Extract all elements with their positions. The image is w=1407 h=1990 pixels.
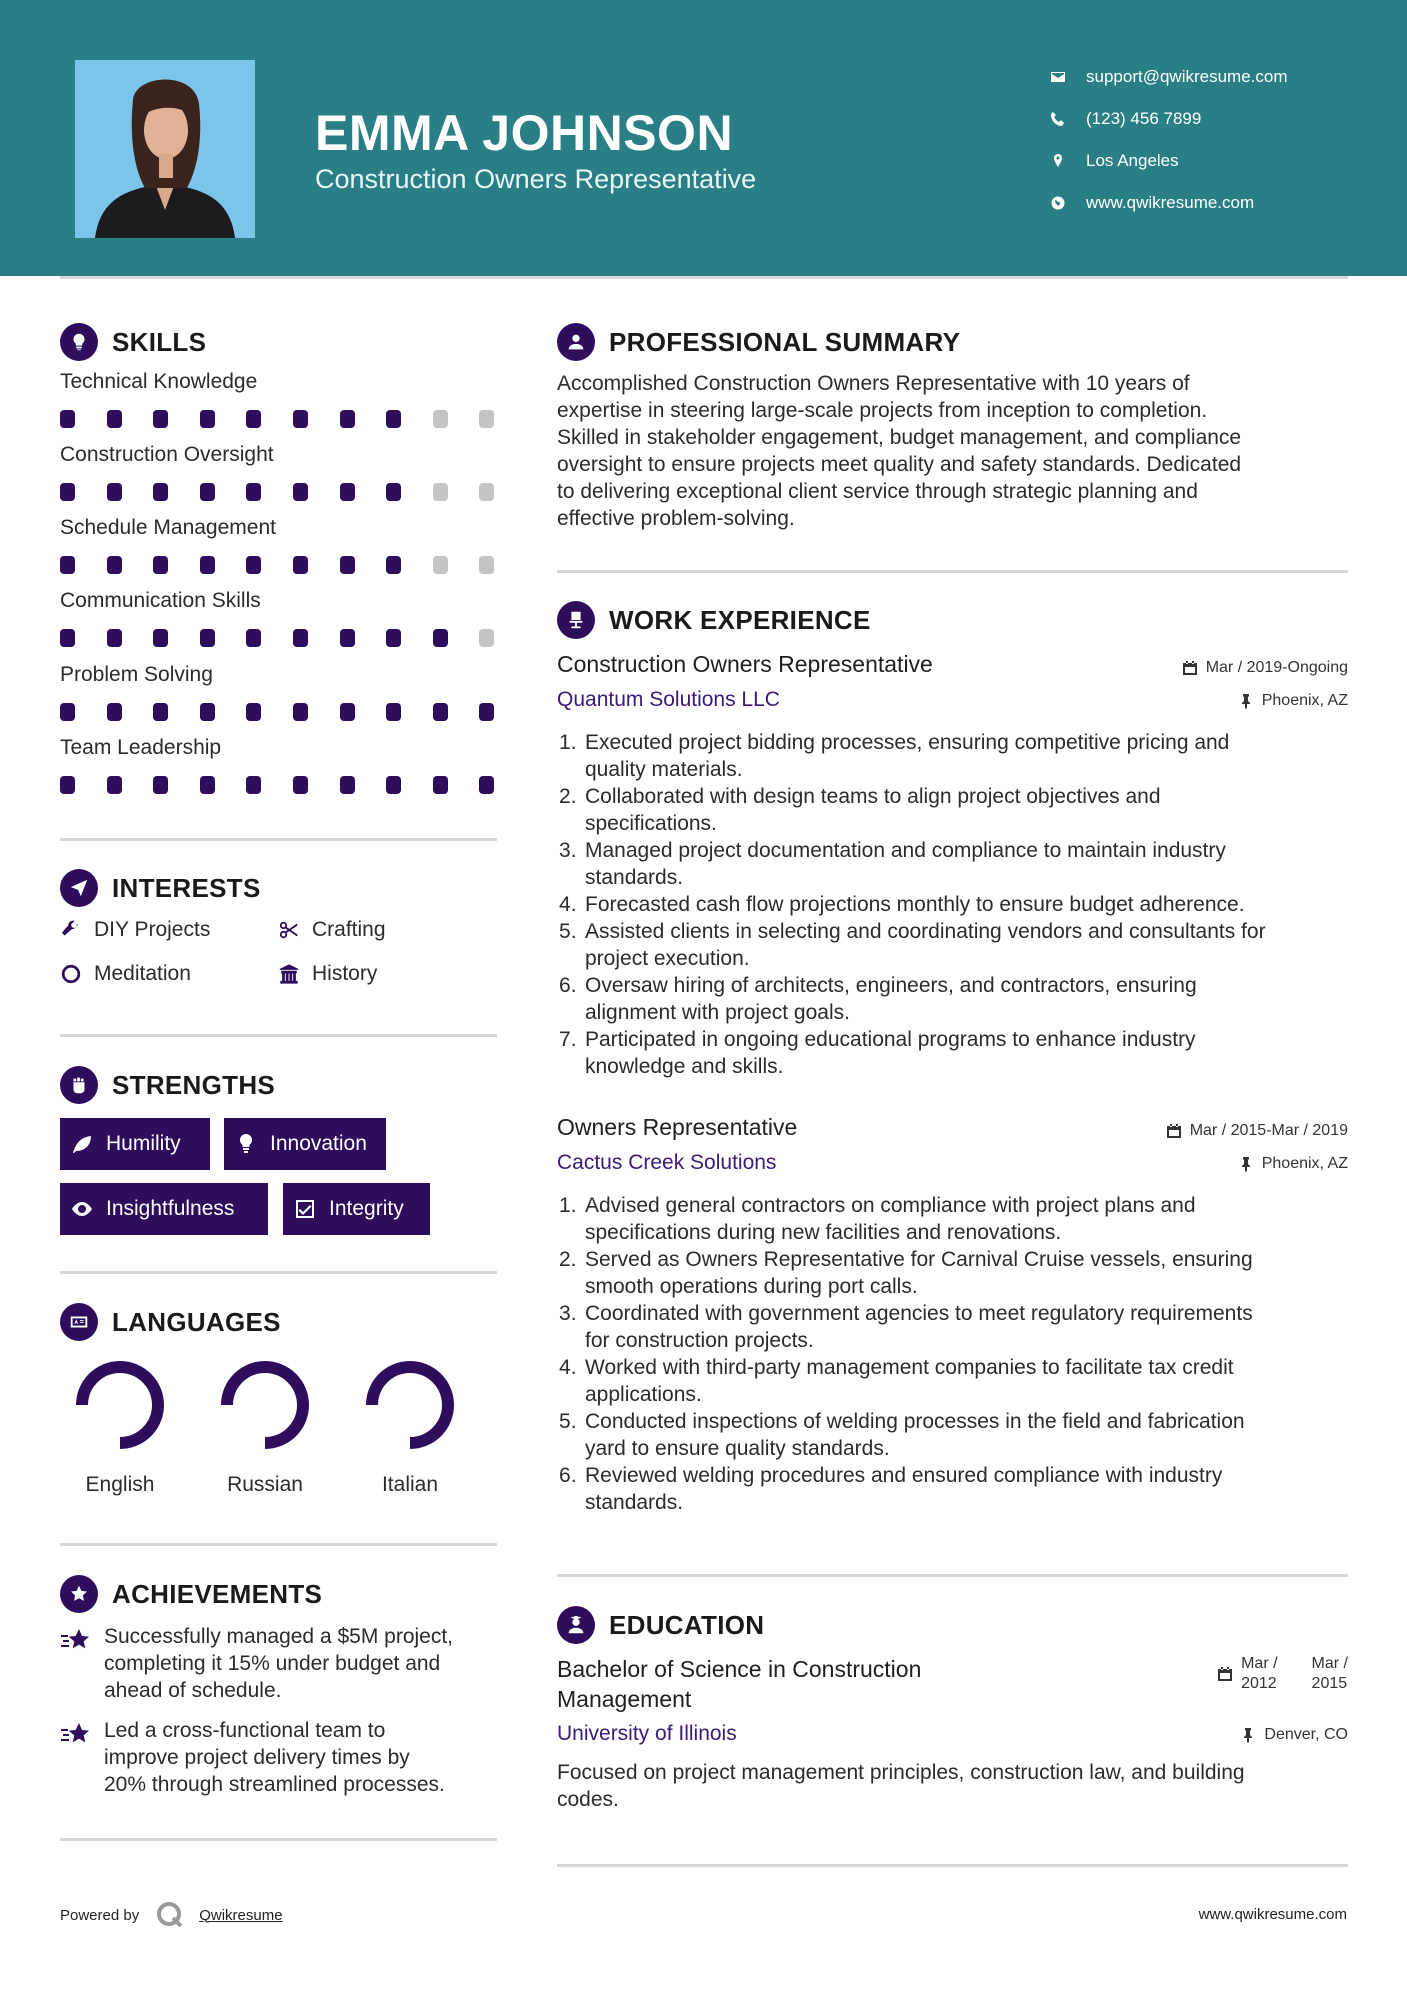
skill-dot-filled	[293, 556, 308, 574]
language-name: Russian	[227, 1473, 303, 1496]
strength-tag	[60, 1183, 268, 1235]
skill-dot-filled	[60, 483, 75, 501]
skill-name: Schedule Management	[60, 516, 276, 539]
skill-item	[60, 516, 500, 576]
job-bullet: Oversaw hiring of architects, engineers, and contractors, ensuring alignment with project goals.	[585, 974, 1197, 1024]
contact-list	[1050, 56, 1288, 224]
skill-dot-filled	[153, 410, 168, 428]
skills-heading	[60, 323, 206, 361]
achievement-item	[60, 1717, 505, 1798]
skill-dot-filled	[153, 776, 168, 794]
job-bullet: Worked with third-party management companies to facilitate tax credit applications.	[585, 1356, 1234, 1406]
interests-heading	[60, 869, 261, 907]
checkbox-icon	[293, 1197, 317, 1221]
skill-dot-filled	[60, 776, 75, 794]
skill-rating	[60, 556, 500, 576]
job-bullet: Conducted inspections of welding processes in the field and fabrication yard to ensure quality standards.	[585, 1410, 1245, 1460]
school-name: University of Illinois	[557, 1722, 737, 1745]
skill-rating	[60, 483, 500, 503]
education-title: EDUCATION	[609, 1609, 765, 1640]
job-title: Construction Owners Representative	[557, 651, 933, 677]
section-divider	[60, 1838, 497, 1841]
interest-item	[60, 962, 191, 986]
language-progress-arc	[227, 1367, 303, 1443]
skill-dot-filled	[246, 556, 261, 574]
section-divider	[557, 1574, 1348, 1577]
strength-tag	[60, 1118, 210, 1170]
strength-label: Insightfulness	[106, 1197, 235, 1220]
education-location	[1240, 1726, 1348, 1744]
summary-title: PROFESSIONAL SUMMARY	[609, 326, 961, 357]
fist-icon	[60, 1066, 98, 1104]
lightbulb-icon	[60, 323, 98, 361]
office-chair-icon	[557, 601, 595, 639]
calendar-icon	[1182, 660, 1198, 676]
skill-dot-filled	[246, 776, 261, 794]
job-bullet: Advised general contractors on compliance with project plans and specifications during new facilities and renovations.	[585, 1194, 1196, 1244]
job-dates	[1182, 659, 1348, 677]
skill-rating	[60, 703, 500, 723]
leaf-icon	[70, 1132, 94, 1156]
language-progress-arc	[372, 1367, 448, 1443]
job-dates-text: Mar / 2015-Mar / 2019	[1189, 1122, 1348, 1139]
skill-dot-filled	[433, 629, 448, 647]
section-divider	[60, 1543, 497, 1546]
company-name: Quantum Solutions LLC	[557, 688, 780, 711]
achievement-line: ahead of schedule.	[104, 1679, 282, 1702]
paper-plane-icon	[60, 869, 98, 907]
summary-line: oversight to ensure projects meet quality and safety standards. Dedicated	[557, 453, 1242, 476]
skill-dot-filled	[386, 483, 401, 501]
degree-title	[557, 1654, 921, 1714]
education-heading	[557, 1606, 764, 1644]
graduate-icon	[557, 1606, 595, 1644]
contact-website[interactable]	[1050, 182, 1288, 224]
job-bullets	[567, 729, 1357, 1080]
achievement-line: improve project delivery times by	[104, 1746, 410, 1769]
education-date-to: Mar / 2015	[1311, 1655, 1348, 1692]
star-icon	[60, 1721, 92, 1749]
skill-dot-filled	[107, 703, 122, 721]
location-pin-icon	[1050, 153, 1086, 169]
language-item	[200, 1355, 330, 1497]
education-dates	[1217, 1654, 1348, 1694]
skill-dot-filled	[340, 410, 355, 428]
candidate-name: EMMA JOHNSON	[315, 105, 734, 161]
contact-location-text: Los Angeles	[1086, 151, 1179, 170]
job-bullet: Forecasted cash flow projections monthly to ensure budget adherence.	[585, 893, 1245, 916]
job-bullet: Managed project documentation and compliance to maintain industry standards.	[585, 839, 1226, 889]
skill-rating	[60, 776, 500, 796]
skill-dot-empty	[433, 556, 448, 574]
languages-title: LANGUAGES	[112, 1306, 281, 1337]
skill-dot-empty	[479, 410, 494, 428]
section-divider	[557, 570, 1348, 573]
skill-dot-empty	[479, 629, 494, 647]
degree-line: Management	[557, 1686, 692, 1712]
section-divider	[60, 1034, 497, 1037]
interest-label: History	[312, 962, 378, 985]
skill-dot-filled	[246, 629, 261, 647]
skill-rating	[60, 629, 500, 649]
job-bullet: Served as Owners Representative for Carnival Cruise vessels, ensuring smooth operations during port calls.	[585, 1248, 1253, 1298]
achievement-item	[60, 1623, 505, 1704]
job-location-text: Phoenix, AZ	[1261, 692, 1348, 709]
job-bullet: Coordinated with government agencies to meet regulatory requirements for construction projects.	[585, 1302, 1253, 1352]
job-bullet: Reviewed welding procedures and ensured compliance with industry standards.	[585, 1464, 1223, 1514]
language-name: Italian	[381, 1473, 439, 1496]
interests-title: INTERESTS	[112, 872, 261, 903]
skill-dot-filled	[340, 483, 355, 501]
skill-dot-filled	[433, 776, 448, 794]
education-desc-line: Focused on project management principles, construction law, and building	[557, 1761, 1245, 1784]
skill-item	[60, 663, 500, 723]
job-title: Owners Representative	[557, 1114, 798, 1140]
candidate-role: Construction Owners Representative	[315, 164, 757, 194]
skill-dot-filled	[386, 629, 401, 647]
skill-dot-filled	[386, 703, 401, 721]
skill-dot-filled	[200, 556, 215, 574]
skill-item	[60, 589, 500, 649]
skill-dot-empty	[433, 410, 448, 428]
contact-website-text: www.qwikresume.com	[1086, 193, 1255, 212]
skills-title: SKILLS	[112, 326, 207, 357]
skill-name: Problem Solving	[60, 663, 213, 686]
strength-label: Integrity	[329, 1197, 404, 1220]
powered-by-text: Powered by	[60, 1906, 140, 1924]
skill-dot-filled	[107, 410, 122, 428]
profile-photo	[75, 60, 255, 238]
skill-dot-filled	[293, 776, 308, 794]
education-date-from: Mar / 2012	[1241, 1655, 1278, 1692]
education-description	[557, 1759, 1357, 1813]
qwikresume-logo-icon	[155, 1900, 185, 1930]
language-name: English	[85, 1473, 155, 1496]
skill-dot-filled	[200, 776, 215, 794]
star-badge-icon	[60, 1575, 98, 1613]
footer-url[interactable]: www.qwikresume.com	[1198, 1906, 1347, 1923]
language-card-icon	[60, 1303, 98, 1341]
contact-email[interactable]	[1050, 56, 1288, 98]
summary-line: effective problem-solving.	[557, 507, 795, 530]
summary-text	[557, 370, 1357, 532]
skill-item	[60, 370, 500, 430]
skill-dot-filled	[60, 703, 75, 721]
skill-dot-filled	[386, 556, 401, 574]
skill-dot-filled	[340, 556, 355, 574]
pushpin-icon	[1238, 1156, 1254, 1172]
achievement-line: 20% through streamlined processes.	[104, 1773, 445, 1796]
summary-heading	[557, 323, 960, 361]
interest-item	[278, 962, 377, 986]
skill-dot-filled	[479, 776, 494, 794]
skill-item	[60, 736, 500, 796]
skill-dot-filled	[246, 703, 261, 721]
skill-rating	[60, 410, 500, 430]
skill-dot-filled	[60, 410, 75, 428]
experience-heading	[557, 601, 871, 639]
footer-powered-by	[60, 1900, 283, 1930]
resume-header	[0, 0, 1407, 276]
skill-dot-filled	[200, 629, 215, 647]
job-bullet: Executed project bidding processes, ensuring competitive pricing and quality materials.	[585, 731, 1230, 781]
job-location-text: Phoenix, AZ	[1261, 1155, 1348, 1172]
strength-tag	[224, 1118, 386, 1170]
interest-item	[60, 918, 210, 942]
education-location-text: Denver, CO	[1264, 1726, 1348, 1743]
skill-dot-filled	[153, 629, 168, 647]
lightbulb-icon	[234, 1132, 258, 1156]
strengths-heading	[60, 1066, 275, 1104]
pushpin-icon	[1238, 693, 1254, 709]
contact-phone-text: (123) 456 7899	[1086, 109, 1202, 128]
skill-name: Communication Skills	[60, 589, 261, 612]
summary-line: Skilled in stakeholder engagement, budget management, and compliance	[557, 426, 1242, 449]
circle-icon	[60, 963, 82, 985]
interest-item	[278, 918, 386, 942]
summary-line: Accomplished Construction Owners Representative with 10 years of	[557, 372, 1190, 395]
user-icon	[557, 323, 595, 361]
skill-dot-filled	[293, 629, 308, 647]
achievement-line: Led a cross-functional team to	[104, 1719, 386, 1742]
interest-label: Crafting	[312, 918, 386, 941]
job-location	[1238, 1155, 1348, 1173]
achievement-line: Successfully managed a $5M project,	[104, 1625, 454, 1648]
skill-dot-filled	[246, 410, 261, 428]
star-icon	[60, 1627, 92, 1655]
skill-dot-filled	[293, 483, 308, 501]
job-bullet: Assisted clients in selecting and coordinating vendors and consultants for project execution.	[585, 920, 1266, 970]
skill-dot-filled	[293, 410, 308, 428]
header-divider	[60, 276, 1348, 279]
job-dates	[1166, 1122, 1348, 1140]
skill-item	[60, 443, 500, 503]
skill-dot-filled	[340, 629, 355, 647]
language-progress-arc	[82, 1367, 158, 1443]
strengths-title: STRENGTHS	[112, 1069, 276, 1100]
calendar-icon	[1217, 1666, 1233, 1682]
globe-icon	[1050, 195, 1086, 211]
museum-icon	[278, 963, 300, 985]
scissors-icon	[278, 919, 300, 941]
skill-dot-empty	[479, 556, 494, 574]
contact-phone[interactable]	[1050, 98, 1288, 140]
interest-label: Meditation	[94, 962, 191, 985]
envelope-icon	[1050, 69, 1086, 85]
pushpin-icon	[1240, 1727, 1256, 1743]
skill-dot-filled	[107, 483, 122, 501]
job-dates-text: Mar / 2019-Ongoing	[1205, 659, 1348, 676]
contact-email-text: support@qwikresume.com	[1086, 67, 1288, 86]
experience-title: WORK EXPERIENCE	[609, 604, 871, 635]
language-progress-ring	[360, 1355, 460, 1455]
strength-tag	[283, 1183, 430, 1235]
skill-dot-filled	[246, 483, 261, 501]
achievement-line: completing it 15% under budget and	[104, 1652, 441, 1675]
eye-icon	[70, 1197, 94, 1221]
language-item	[55, 1355, 185, 1497]
strength-label: Humility	[106, 1132, 181, 1155]
skill-dot-filled	[60, 629, 75, 647]
skill-dot-filled	[153, 483, 168, 501]
contact-location	[1050, 140, 1288, 182]
job-bullets	[567, 1192, 1357, 1516]
section-divider	[60, 1271, 497, 1274]
company-name: Cactus Creek Solutions	[557, 1151, 777, 1174]
job-bullet: Participated in ongoing educational programs to enhance industry knowledge and skills.	[585, 1028, 1196, 1078]
language-progress-ring	[70, 1355, 170, 1455]
language-item	[345, 1355, 475, 1497]
section-divider	[557, 1864, 1348, 1867]
skill-dot-filled	[107, 556, 122, 574]
skill-dot-filled	[433, 703, 448, 721]
skill-dot-filled	[293, 703, 308, 721]
summary-line: to delivering exceptional client service through strategic planning and	[557, 480, 1198, 503]
skill-dot-filled	[60, 556, 75, 574]
degree-line: Bachelor of Science in Construction	[557, 1656, 922, 1682]
skill-dot-filled	[200, 703, 215, 721]
calendar-icon	[1166, 1123, 1182, 1139]
language-progress-ring	[215, 1355, 315, 1455]
summary-line: expertise in steering large-scale projects from inception to completion.	[557, 399, 1208, 422]
languages-heading	[60, 1303, 281, 1341]
skill-dot-empty	[479, 483, 494, 501]
achievements-title: ACHIEVEMENTS	[112, 1578, 323, 1609]
interest-label: DIY Projects	[94, 918, 211, 941]
skill-name: Technical Knowledge	[60, 370, 258, 393]
skill-dot-filled	[479, 703, 494, 721]
skill-name: Construction Oversight	[60, 443, 274, 466]
achievements-heading	[60, 1575, 322, 1613]
skill-dot-empty	[433, 483, 448, 501]
skill-dot-filled	[200, 410, 215, 428]
brand-link[interactable]: Qwikresume	[199, 1906, 283, 1924]
education-desc-line: codes.	[557, 1788, 619, 1811]
skill-dot-filled	[200, 483, 215, 501]
skill-dot-filled	[386, 776, 401, 794]
job-bullet: Collaborated with design teams to align project objectives and specifications.	[585, 785, 1161, 835]
job-location	[1238, 692, 1348, 710]
skill-name: Team Leadership	[60, 736, 222, 759]
skill-dot-filled	[386, 410, 401, 428]
skill-dot-filled	[107, 629, 122, 647]
skill-dot-filled	[340, 776, 355, 794]
strength-label: Innovation	[270, 1132, 367, 1155]
skill-dot-filled	[153, 556, 168, 574]
skill-dot-filled	[340, 703, 355, 721]
skill-dot-filled	[107, 776, 122, 794]
skill-dot-filled	[153, 703, 168, 721]
phone-icon	[1050, 111, 1086, 127]
section-divider	[60, 838, 497, 841]
wrench-icon	[60, 919, 82, 941]
